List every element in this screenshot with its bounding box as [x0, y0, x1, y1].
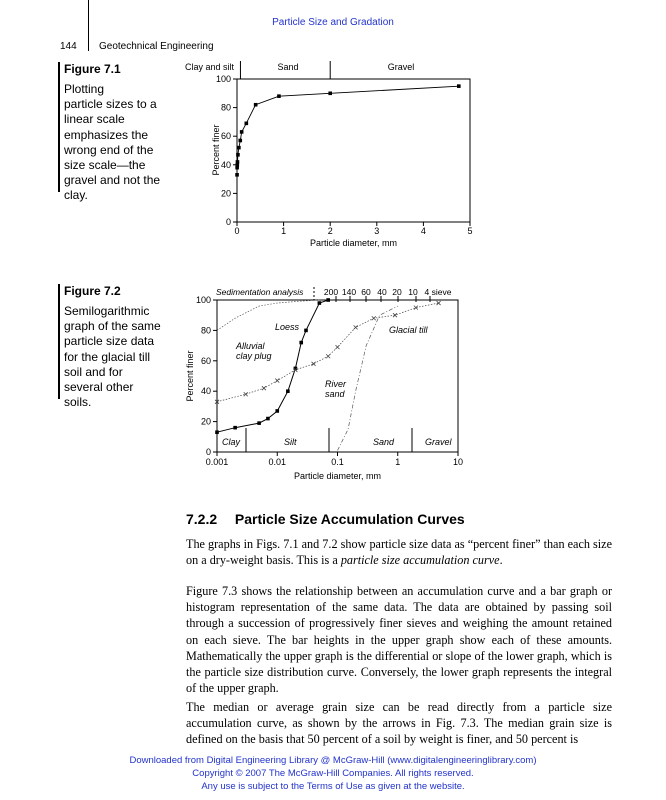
- paragraph-1: [186, 536, 612, 568]
- y-tick-label: 60: [200, 355, 211, 366]
- y-tick-label: 20: [220, 188, 231, 199]
- x-tick-label: 0.001: [205, 457, 229, 467]
- figure2-caption-bar: [58, 284, 60, 399]
- data-point-loess: [286, 389, 290, 393]
- figure1-label: Figure 7.1: [64, 62, 121, 76]
- paragraph-1-term: particle size accumulation curve: [340, 553, 500, 568]
- plot-frame: [237, 79, 470, 222]
- section-title: Particle Size Accumulation Curves: [234, 511, 465, 527]
- data-point-loess: [318, 301, 322, 305]
- data-point: [237, 146, 241, 150]
- curve-label-clay-plug: clay plug: [236, 351, 272, 361]
- data-point-glacial-till: [372, 316, 376, 320]
- curve-label-alluvial: Alluvial: [236, 341, 265, 351]
- data-point: [236, 160, 240, 164]
- data-point-loess: [275, 409, 279, 413]
- y-tick-label: 100: [215, 74, 231, 84]
- caption-line: clay.: [64, 188, 88, 203]
- figure1-caption: [64, 82, 182, 204]
- caption-line: several other: [64, 380, 134, 395]
- data-point: [457, 84, 461, 88]
- caption-line: linear scale: [64, 112, 125, 127]
- zone-label-gravel: Gravel: [387, 62, 415, 72]
- data-point-glacial-till: [354, 325, 358, 329]
- zone-label-clay-silt: Clay and silt: [185, 62, 235, 72]
- sieve-label: 60: [361, 287, 371, 297]
- sieve-label: 10: [408, 287, 418, 297]
- data-point-loess: [233, 426, 237, 430]
- y-tick-label: 100: [195, 295, 211, 305]
- footer-terms[interactable]: Any use is subject to the Terms of Use as given at the website.: [201, 781, 465, 792]
- data-point: [236, 153, 240, 157]
- x-tick-label: 4: [420, 226, 426, 236]
- data-point: [254, 103, 258, 107]
- x-axis-title: Particle diameter, mm: [309, 238, 398, 248]
- sieve-label: 140: [341, 287, 357, 297]
- book-title: Geotechnical Engineering: [99, 41, 214, 52]
- figure1-caption-bar: [58, 62, 60, 192]
- caption-line: Semilogarithmic: [64, 304, 150, 318]
- caption-line: Plotting: [64, 82, 105, 96]
- footer-copyright: Copyright © 2007 The McGraw-Hill Companies. All rights reserved.: [192, 768, 474, 779]
- data-point-loess: [304, 329, 308, 333]
- data-point-loess: [299, 341, 303, 345]
- data-point-glacial-till: [326, 354, 330, 358]
- data-point: [238, 139, 242, 143]
- zone-label-sand: Sand: [277, 62, 299, 72]
- data-point: [240, 130, 244, 134]
- caption-line: for the glacial till: [64, 349, 151, 364]
- page-number: 144: [60, 41, 77, 52]
- figure2-label: Figure 7.2: [64, 284, 121, 298]
- data-point: [277, 94, 281, 98]
- curve-label-river: River: [325, 379, 347, 389]
- curve-label-loess: Loess: [275, 322, 300, 332]
- paragraph-3: The median or average grain size can be read directly from a particle size accumulation curve, as shown by the arrows in Fig. 7.3. The median grain size is defined on the basis that 50 percent of a soil by weight is finer, and 50 percent is: [186, 700, 612, 747]
- section-heading: [186, 511, 465, 527]
- caption-line: particle sizes to a: [64, 97, 157, 112]
- zone-label-sand: Sand: [373, 437, 395, 447]
- footer-download-link[interactable]: Downloaded from Digital Engineering Library @ McGraw-Hill (www.digitalengineeringlibrary.com): [129, 755, 537, 766]
- figure2-chart: [178, 282, 478, 486]
- x-tick-label: 0.01: [268, 457, 287, 467]
- data-point: [328, 92, 332, 96]
- caption-line: gravel and not the: [64, 173, 161, 188]
- caption-line: soil and for: [64, 364, 123, 379]
- y-tick-label: 60: [220, 131, 231, 142]
- paragraph-2: Figure 7.3 shows the relationship between an accumulation curve and a bar graph or histogram representation of the same data. The data are obtained by passing soil through a succession of progressively finer sieves and weighing the amount retained on each sieve. The bar heights in the upper graph show each of these amounts. Mathematically the upper graph is the differential or slope of the lower graph, which is the particle size distribution curve. Conversely, the lower graph represents the integral of the upper graph.: [186, 584, 612, 696]
- y-tick-label: 40: [200, 386, 211, 397]
- sedimentation-label: Sedimentation analysis: [216, 287, 304, 297]
- footer: [0, 754, 666, 793]
- caption-line: soils.: [64, 395, 92, 410]
- data-point-glacial-till: [275, 379, 279, 383]
- caption-line: size scale—the: [64, 158, 146, 173]
- section-number: 7.2.2: [186, 511, 218, 527]
- data-point: [235, 173, 239, 177]
- data-point-glacial-till: [336, 345, 340, 349]
- y-axis-title: Percent finer: [185, 350, 195, 402]
- x-tick-label: 10: [452, 457, 464, 467]
- y-axis-title: Percent finer: [211, 124, 221, 176]
- y-tick-label: 20: [200, 416, 211, 427]
- zone-label-clay: Clay: [222, 437, 241, 447]
- paragraph-1-end: .: [499, 553, 503, 568]
- sieve-label: 20: [392, 287, 402, 297]
- y-tick-label: 40: [220, 159, 231, 170]
- x-tick-label: 3: [374, 226, 380, 236]
- header-divider: [88, 0, 89, 51]
- caption-line: graph of the same: [64, 319, 161, 334]
- paragraph-1-text: The graphs in Figs. 7.1 and 7.2 show particle size data as “percent finer” than each size on a dry-weight basis. This is a: [186, 537, 612, 568]
- x-tick-label: 1: [395, 457, 401, 467]
- sieve-label: 4 sieve: [424, 287, 452, 297]
- x-tick-label: 2: [327, 226, 333, 236]
- y-tick-label: 80: [220, 102, 231, 113]
- figure2-caption: [64, 304, 182, 410]
- curve-label-glacial-till: Glacial till: [389, 325, 428, 335]
- caption-line: emphasizes the: [64, 127, 149, 142]
- sieve-label: 40: [377, 287, 387, 297]
- plot-frame: [217, 300, 458, 452]
- sieve-label: 200: [323, 287, 339, 297]
- running-title: Particle Size and Gradation: [272, 17, 394, 28]
- data-point-glacial-till: [262, 386, 266, 390]
- data-point-loess: [326, 298, 330, 302]
- y-tick-label: 80: [200, 325, 211, 336]
- data-point-loess: [215, 430, 219, 434]
- data-point: [245, 122, 249, 126]
- series-line-glacial-till: [237, 86, 459, 175]
- data-point-loess: [266, 417, 270, 421]
- data-point-loess: [257, 421, 261, 425]
- x-tick-label: 5: [467, 226, 473, 236]
- zone-label-gravel: Gravel: [425, 437, 452, 447]
- x-axis-title: Particle diameter, mm: [293, 471, 382, 481]
- caption-line: particle size data: [64, 334, 155, 349]
- y-tick-label: 0: [205, 447, 211, 457]
- caption-line: wrong end of the: [64, 142, 154, 157]
- data-point-glacial-till: [312, 362, 316, 366]
- series-line-alluvial-clay-plug: [217, 300, 319, 330]
- x-tick-label: 1: [281, 226, 287, 236]
- series-line-loess: [217, 300, 328, 432]
- x-tick-label: 0.1: [331, 457, 344, 467]
- x-tick-label: 0: [234, 226, 240, 236]
- y-tick-label: 0: [225, 217, 231, 227]
- zone-label-silt: Silt: [284, 437, 297, 447]
- curve-label-sand: sand: [325, 389, 345, 399]
- figure1-chart: [178, 56, 488, 252]
